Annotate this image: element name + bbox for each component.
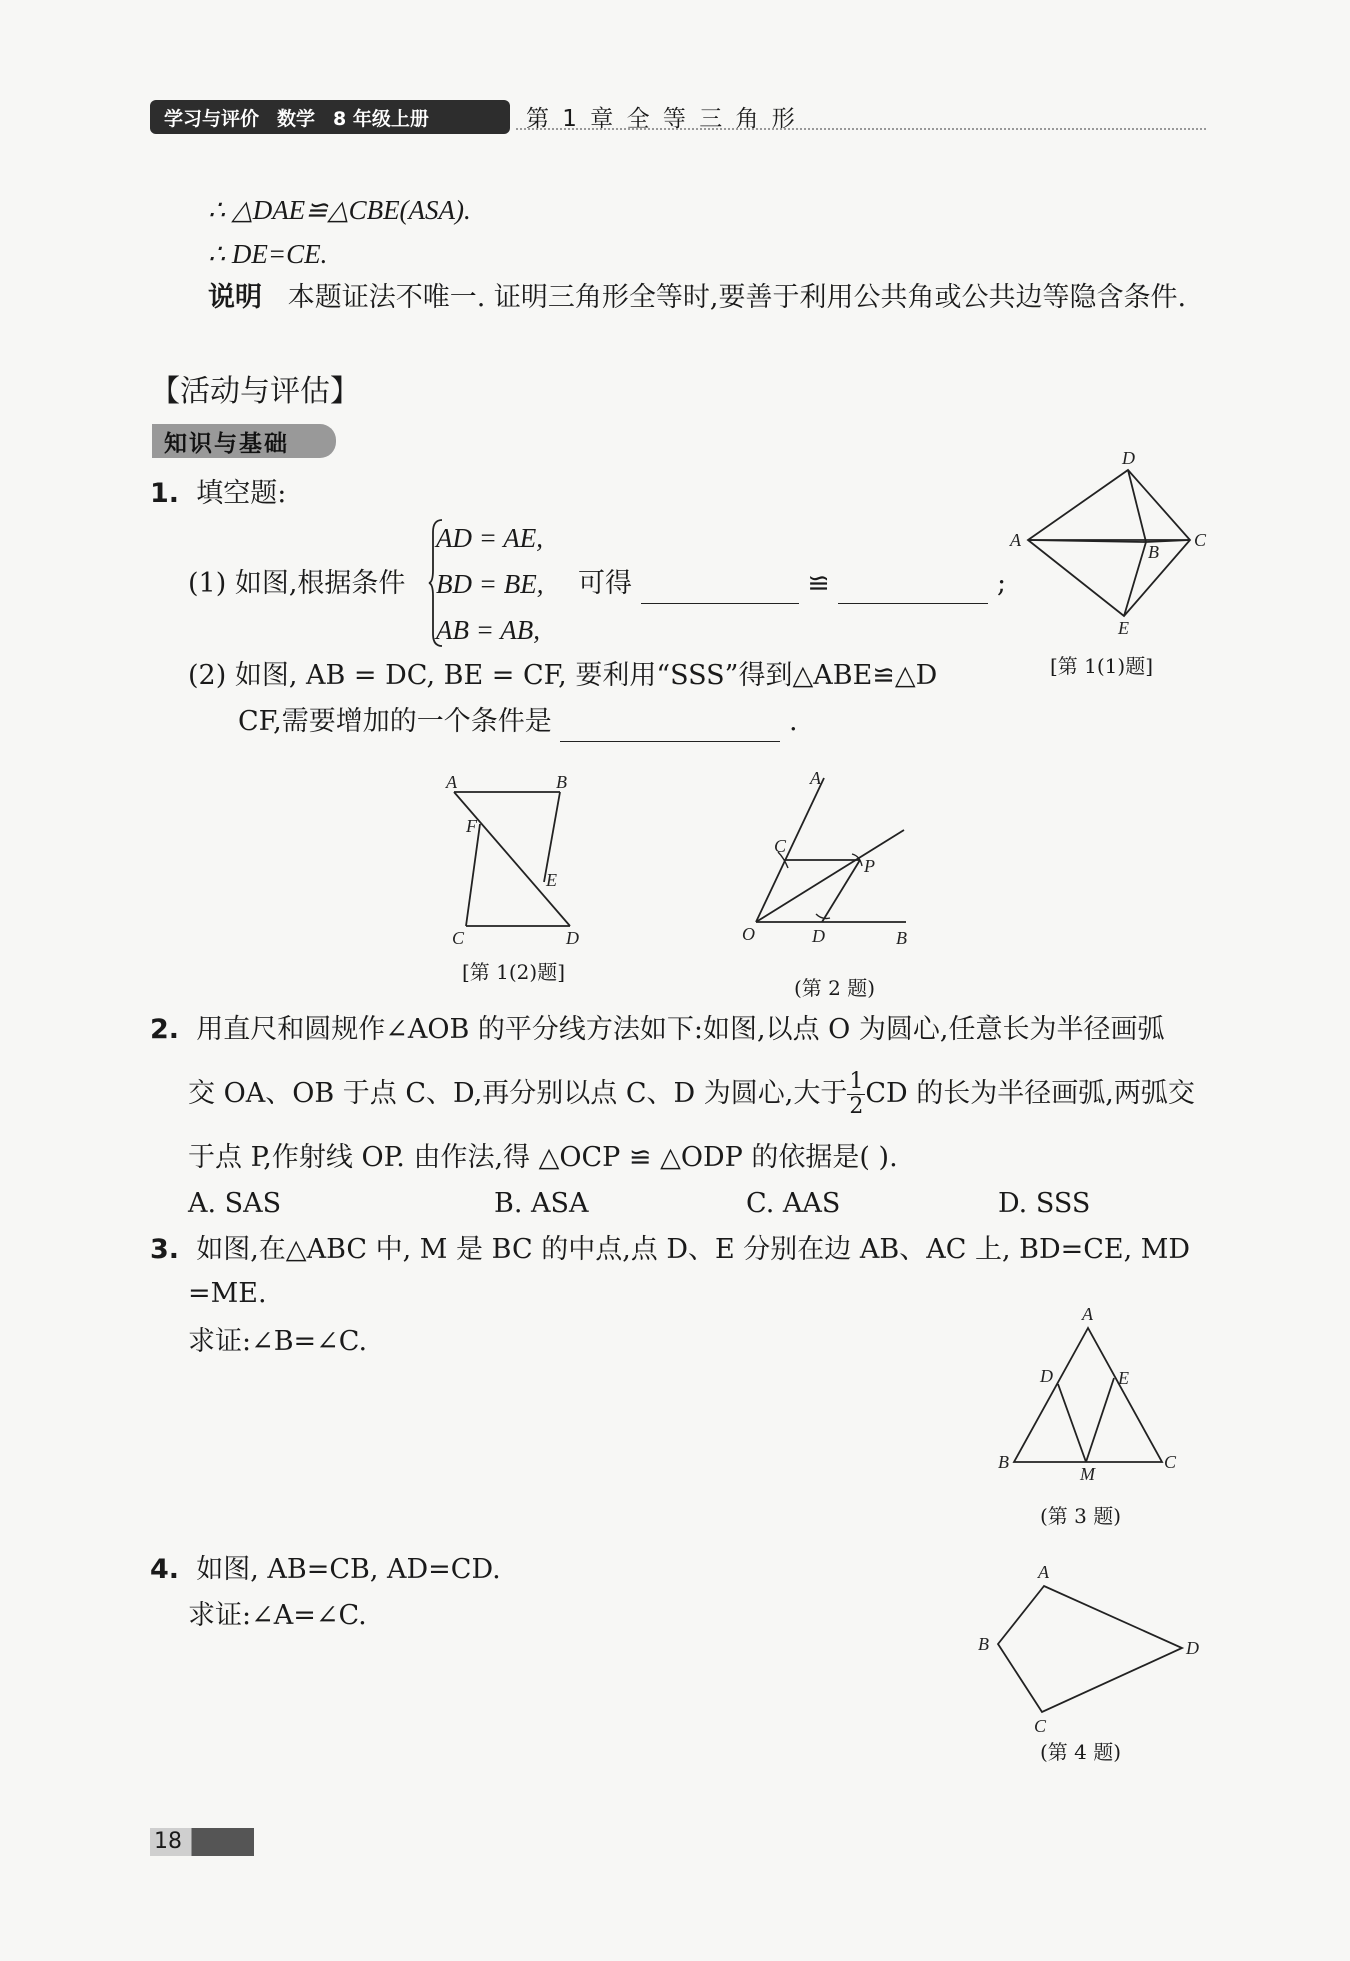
label-c: C [1034, 1716, 1047, 1736]
label-a: A [446, 772, 457, 792]
q3-prove: 求证:∠B=∠C. [188, 1326, 368, 1357]
q2-option-a[interactable]: A. SAS [188, 1188, 282, 1219]
figure-q4 [970, 1560, 1210, 1740]
segment-cf [466, 824, 480, 926]
q1-blank-2[interactable] [838, 573, 988, 604]
q1-blank-3[interactable] [560, 711, 780, 742]
caption-q1-2: [第 1(2)题] [462, 960, 566, 984]
label-p: P [864, 856, 875, 876]
label-b: B [556, 772, 567, 792]
q4-line1 [150, 1550, 501, 1590]
caption-q2: (第 2 题) [794, 976, 876, 1000]
q2-line3: 于点 P,作射线 OP. 由作法,得 △OCP ≌ △ODP 的依据是( ). [188, 1142, 898, 1173]
q1-semicolon: ; [997, 568, 1007, 599]
segment-be [1124, 542, 1146, 616]
q4-number: 4. [150, 1554, 180, 1585]
page-number: 18 [150, 1828, 254, 1856]
quad-abcd [998, 1586, 1182, 1712]
frac-den: 2 [849, 1094, 864, 1119]
fraction-half [847, 1070, 865, 1119]
label-a: A [1038, 1562, 1049, 1582]
label-e: E [1118, 618, 1129, 636]
caption-q4: (第 4 题) [1040, 1740, 1122, 1764]
label-d: D [1040, 1366, 1053, 1386]
label-c: C [1164, 1452, 1177, 1472]
label-m: M [1080, 1464, 1095, 1482]
q1-header [150, 474, 286, 514]
note-text: 本题证法不唯一. 证明三角形全等时,要善于利用公共角或公共边等隐含条件. [287, 282, 1187, 313]
header-subject: 数学 [277, 107, 316, 130]
segment-ad [454, 792, 570, 926]
label-f: F [466, 816, 477, 836]
header-chapter: 第 1 章 全 等 三 角 形 [526, 106, 798, 132]
q3-text1: 如图,在△ABC 中, M 是 BC 的中点,点 D、E 分别在边 AB、AC 上, BD=CE, MD [196, 1234, 1191, 1265]
header-book: 学习与评价 [164, 107, 260, 130]
label-c: C [774, 836, 787, 856]
quad-adce [1028, 470, 1190, 616]
q1-part1-suffix: 可得 [578, 568, 632, 599]
label-b: B [998, 1452, 1009, 1472]
q1-number: 1. [150, 478, 180, 509]
q1-part1-prefix: (1) 如图,根据条件 [188, 568, 406, 599]
label-e: E [546, 870, 557, 890]
q1-part2-text: CF,需要增加的一个条件是 [238, 706, 552, 737]
label-e: E [1118, 1368, 1129, 1388]
subsection-tag: 知识与基础 [152, 424, 336, 458]
frac-num: 1 [849, 1069, 864, 1094]
header-divider [516, 128, 1206, 130]
q3-line1 [150, 1230, 1230, 1270]
q1-title: 填空题: [196, 478, 287, 509]
proof-line-1: ∴ △DAE≌△CBE(ASA). [208, 195, 471, 225]
q2-option-c[interactable]: C. AAS [746, 1188, 841, 1219]
label-d: D [1186, 1638, 1199, 1658]
note-label: 说明 [208, 282, 262, 313]
q2-option-b[interactable]: B. ASA [494, 1188, 589, 1219]
q2-text2a: 交 OA、OB 于点 C、D,再分别以点 C、D 为圆心,大于 [188, 1078, 848, 1109]
figure-q3 [990, 1302, 1190, 1482]
q1-part2-end: . [788, 706, 798, 737]
header-grade: 8 年级上册 [333, 107, 429, 130]
q1-cond2: BD = BE, [436, 569, 544, 599]
label-d: D [1122, 448, 1135, 468]
q2-option-d[interactable]: D. SSS [998, 1188, 1091, 1219]
q2-line2 [188, 1070, 1195, 1119]
q2-text2b: CD 的长为半径画弧,两弧交 [865, 1078, 1195, 1109]
q1-cond3: AB = AB, [436, 615, 540, 645]
label-a: A [1010, 530, 1021, 550]
q1-part2-line2 [238, 702, 798, 742]
header-book-info [150, 100, 510, 134]
label-c: C [452, 928, 465, 948]
q1-part2-line1: (2) 如图, AB = DC, BE = CF, 要利用“SSS”得到△ABE≌△D [188, 660, 938, 691]
label-a: A [1082, 1304, 1093, 1324]
label-b: B [896, 928, 907, 948]
q4-prove: 求证:∠A=∠C. [188, 1600, 367, 1631]
q1-blank-1[interactable] [641, 573, 799, 604]
segment-dm [1058, 1384, 1086, 1462]
arc-d [816, 914, 830, 919]
segment-be [544, 792, 560, 882]
q1-part1-answer-line [578, 564, 1006, 604]
label-d: D [812, 926, 825, 946]
label-d: D [566, 928, 579, 948]
figure-q1-2 [438, 770, 598, 950]
proof-note [208, 278, 1208, 318]
label-o: O [742, 924, 755, 944]
caption-q1-1: [第 1(1)题] [1050, 654, 1154, 678]
triangle-abc [1014, 1328, 1162, 1462]
section-title: 【活动与评估】 [150, 374, 360, 409]
q4-text1: 如图, AB=CB, AD=CD. [196, 1554, 501, 1585]
q1-cond1: AD = AE, [436, 523, 543, 553]
q2-line1 [150, 1010, 1230, 1050]
q3-line2: =ME. [188, 1278, 267, 1309]
label-a: A [810, 768, 821, 788]
segment-em [1086, 1378, 1114, 1462]
label-b: B [978, 1634, 989, 1654]
caption-q3: (第 3 题) [1040, 1504, 1122, 1528]
proof-line-2: ∴ DE=CE. [208, 239, 328, 269]
figure-q1-1 [1000, 446, 1220, 636]
q3-number: 3. [150, 1234, 180, 1265]
congruent-symbol: ≌ [807, 568, 830, 599]
label-c: C [1194, 530, 1207, 550]
q2-text1: 用直尺和圆规作∠AOB 的平分线方法如下:如图,以点 O 为圆心,任意长为半径画弧 [196, 1014, 1165, 1045]
figure-q2 [738, 768, 928, 958]
label-b: B [1148, 542, 1159, 562]
q2-number: 2. [150, 1014, 180, 1045]
